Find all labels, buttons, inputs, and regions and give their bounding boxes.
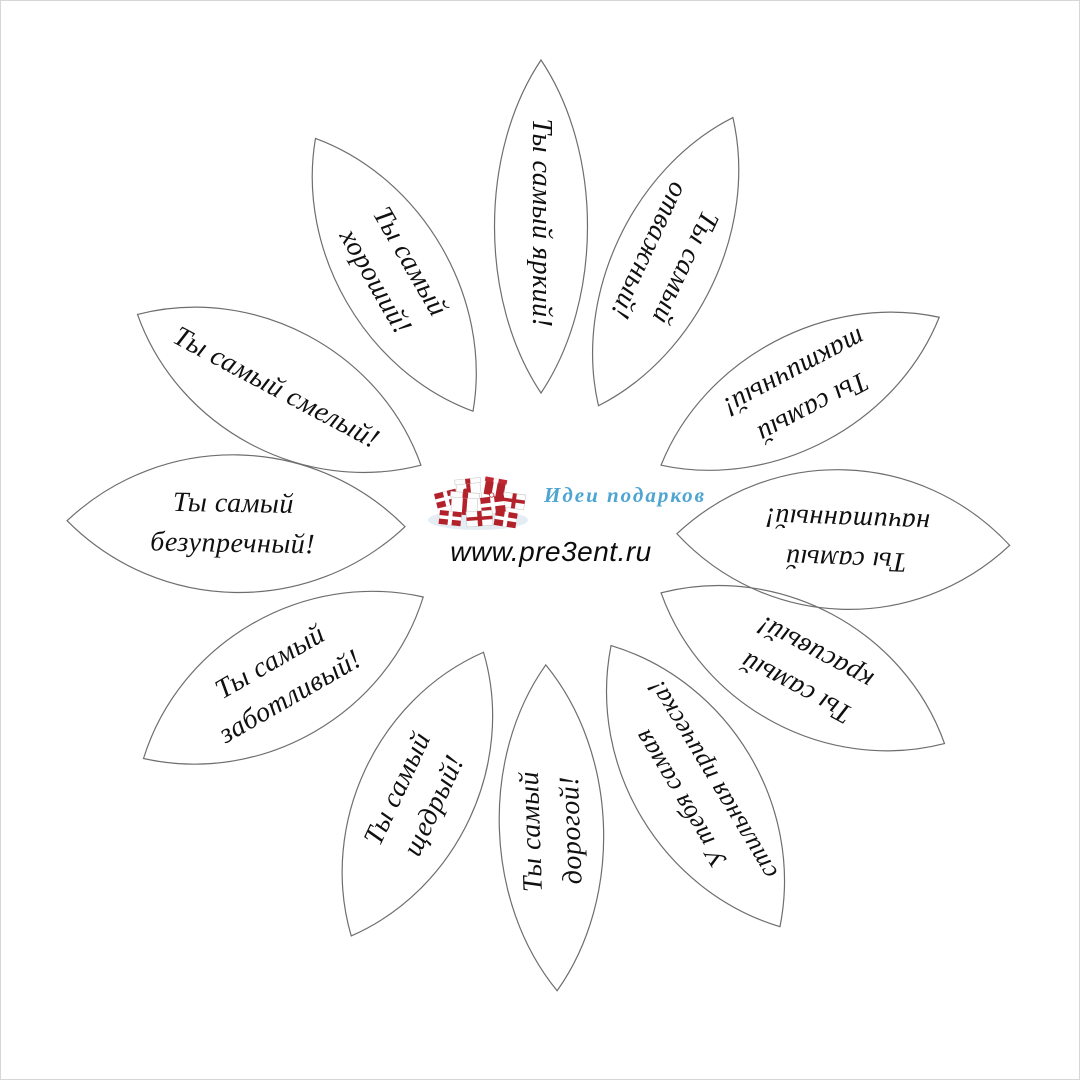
petal-label: Ты самый дорогой! — [513, 770, 589, 893]
petal-label: У тебя самая стильная прическа! — [627, 675, 784, 885]
brand-logo-block — [426, 471, 707, 568]
website-url: www.pre3ent.ru — [450, 536, 652, 567]
petal-label: Ты самый красивый! — [735, 609, 878, 730]
petal-label: Ты самый отважный! — [604, 177, 726, 329]
petal-label: Ты самый начитанный! — [764, 501, 931, 578]
brand-name: Идеи подарков — [544, 482, 707, 507]
petal-label: Ты самый безупречный! — [149, 486, 316, 561]
petal-label: Ты самый тактичный! — [717, 322, 874, 450]
gift-boxes-icon — [426, 472, 538, 532]
petal-label: Ты самый яркий! — [525, 118, 557, 328]
petal-label: Ты самый заботливый! — [210, 618, 367, 750]
petal-label: Ты самый хороший! — [333, 201, 454, 340]
petal-label: Ты самый щедрый! — [358, 726, 471, 861]
logo-row — [426, 471, 707, 533]
petal-label: Ты самый смелый! — [168, 320, 385, 456]
